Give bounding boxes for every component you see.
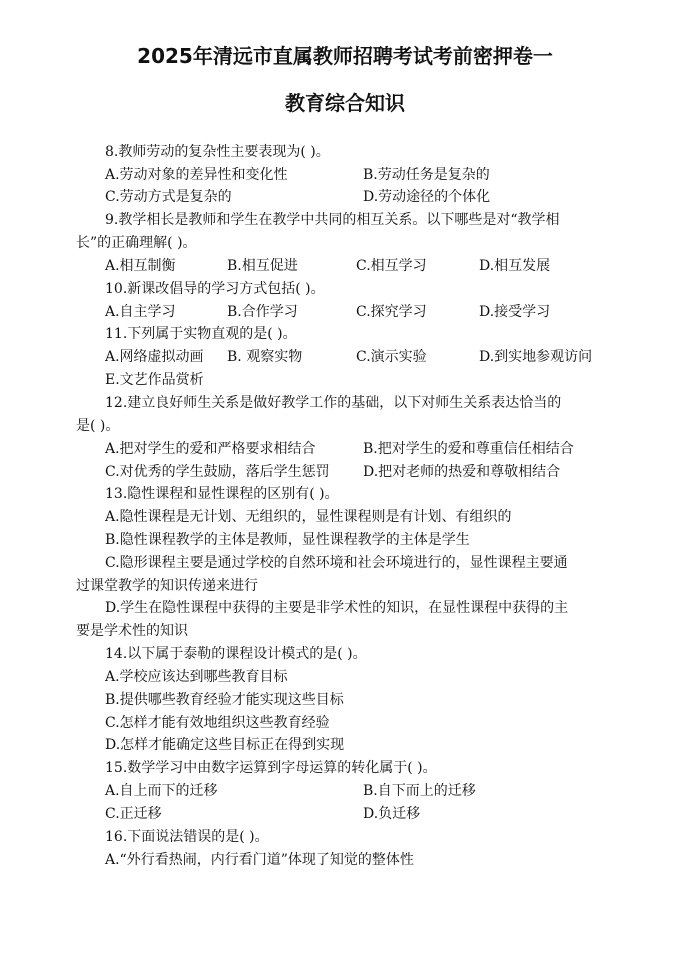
option-c: C.探究学习 [356, 304, 427, 320]
option-c: C.演示实验 [356, 349, 427, 365]
option-d-continued: 要是学术性的知识 [76, 623, 188, 639]
option-a: A.学校应该达到哪些教育目标 [105, 669, 288, 685]
option-b: B.合作学习 [227, 304, 298, 320]
option-b: B.劳动任务是复杂的 [363, 167, 490, 183]
option-a: A.自主学习 [105, 304, 176, 320]
option-a: A.网络虚拟动画 [105, 349, 204, 365]
option-b: B.自下而上的迁移 [363, 783, 476, 799]
question-stem-continued: 长”的正确理解( )。 [76, 235, 197, 251]
question-stem: 15.数学学习中由数字运算到字母运算的转化属于( )。 [105, 760, 437, 776]
option-c: C.怎样才能有效地组织这些教育经验 [105, 715, 330, 731]
option-d: D.学生在隐性课程中获得的主要是非学术性的知识，在显性课程中获得的主 [105, 600, 569, 616]
option-b: B.相互促进 [227, 258, 298, 274]
option-d: D.负迁移 [363, 806, 421, 822]
option-c: C.对优秀的学生鼓励，落后学生惩罚 [105, 464, 330, 480]
option-a: A.自上而下的迁移 [105, 783, 218, 799]
option-a: A.“外行看热闹，内行看门道”体现了知觉的整体性 [105, 852, 414, 868]
option-a: A.劳动对象的差异性和变化性 [105, 167, 288, 183]
option-d: D.怎样才能确定这些目标正在得到实现 [105, 737, 345, 753]
option-c: C.隐形课程主要是通过学校的自然环境和社会环境进行的，显性课程主要通 [105, 555, 568, 571]
option-d: D.相互发展 [479, 258, 551, 274]
option-a: A.把对学生的爱和严格要求相结合 [105, 441, 316, 457]
question-stem: 13.隐性课程和显性课程的区别有( )。 [105, 486, 339, 502]
option-a: A.相互制衡 [105, 258, 176, 274]
option-c-continued: 过课堂教学的知识传递来进行 [76, 578, 258, 594]
option-c: C.正迁移 [105, 806, 162, 822]
question-stem: 9.教学相长是教师和学生在教学中共同的相互关系。以下哪些是对“教学相 [105, 212, 560, 228]
option-d: D.劳动途径的个体化 [363, 189, 491, 205]
question-stem: 11.下列属于实物直观的是( )。 [105, 326, 297, 342]
question-stem: 14.以下属于泰勒的课程设计模式的是( )。 [105, 646, 367, 662]
option-b: B.隐性课程教学的主体是教师，显性课程教学的主体是学生 [105, 532, 470, 548]
question-stem: 12.建立良好师生关系是做好教学工作的基础，以下对师生关系表达恰当的 [105, 395, 562, 411]
option-b: B.把对学生的爱和尊重信任相结合 [363, 441, 574, 457]
question-stem: 8.教师劳动的复杂性主要表现为( )。 [105, 144, 330, 160]
question-stem: 10.新课改倡导的学习方式包括( )。 [105, 281, 325, 297]
option-c: C.劳动方式是复杂的 [105, 189, 232, 205]
option-b: B.提供哪些教育经验才能实现这些目标 [105, 692, 344, 708]
option-b: B. 观察实物 [227, 349, 303, 365]
option-d: D.到实地参观访问 [479, 349, 593, 365]
option-e: E.文艺作品赏析 [105, 372, 204, 388]
question-stem-continued: 是( )。 [76, 418, 120, 434]
option-c: C.相互学习 [356, 258, 427, 274]
exam-title: 2025年清远市直属教师招聘考试考前密押卷一 [137, 44, 553, 68]
option-d: D.接受学习 [479, 304, 551, 320]
option-a: A.隐性课程是无计划、无组织的，显性课程则是有计划、有组织的 [105, 509, 512, 525]
question-stem: 16.下面说法错误的是( )。 [105, 829, 269, 845]
option-d: D.把对老师的热爱和尊敬相结合 [363, 464, 561, 480]
exam-subtitle: 教育综合知识 [285, 91, 405, 115]
